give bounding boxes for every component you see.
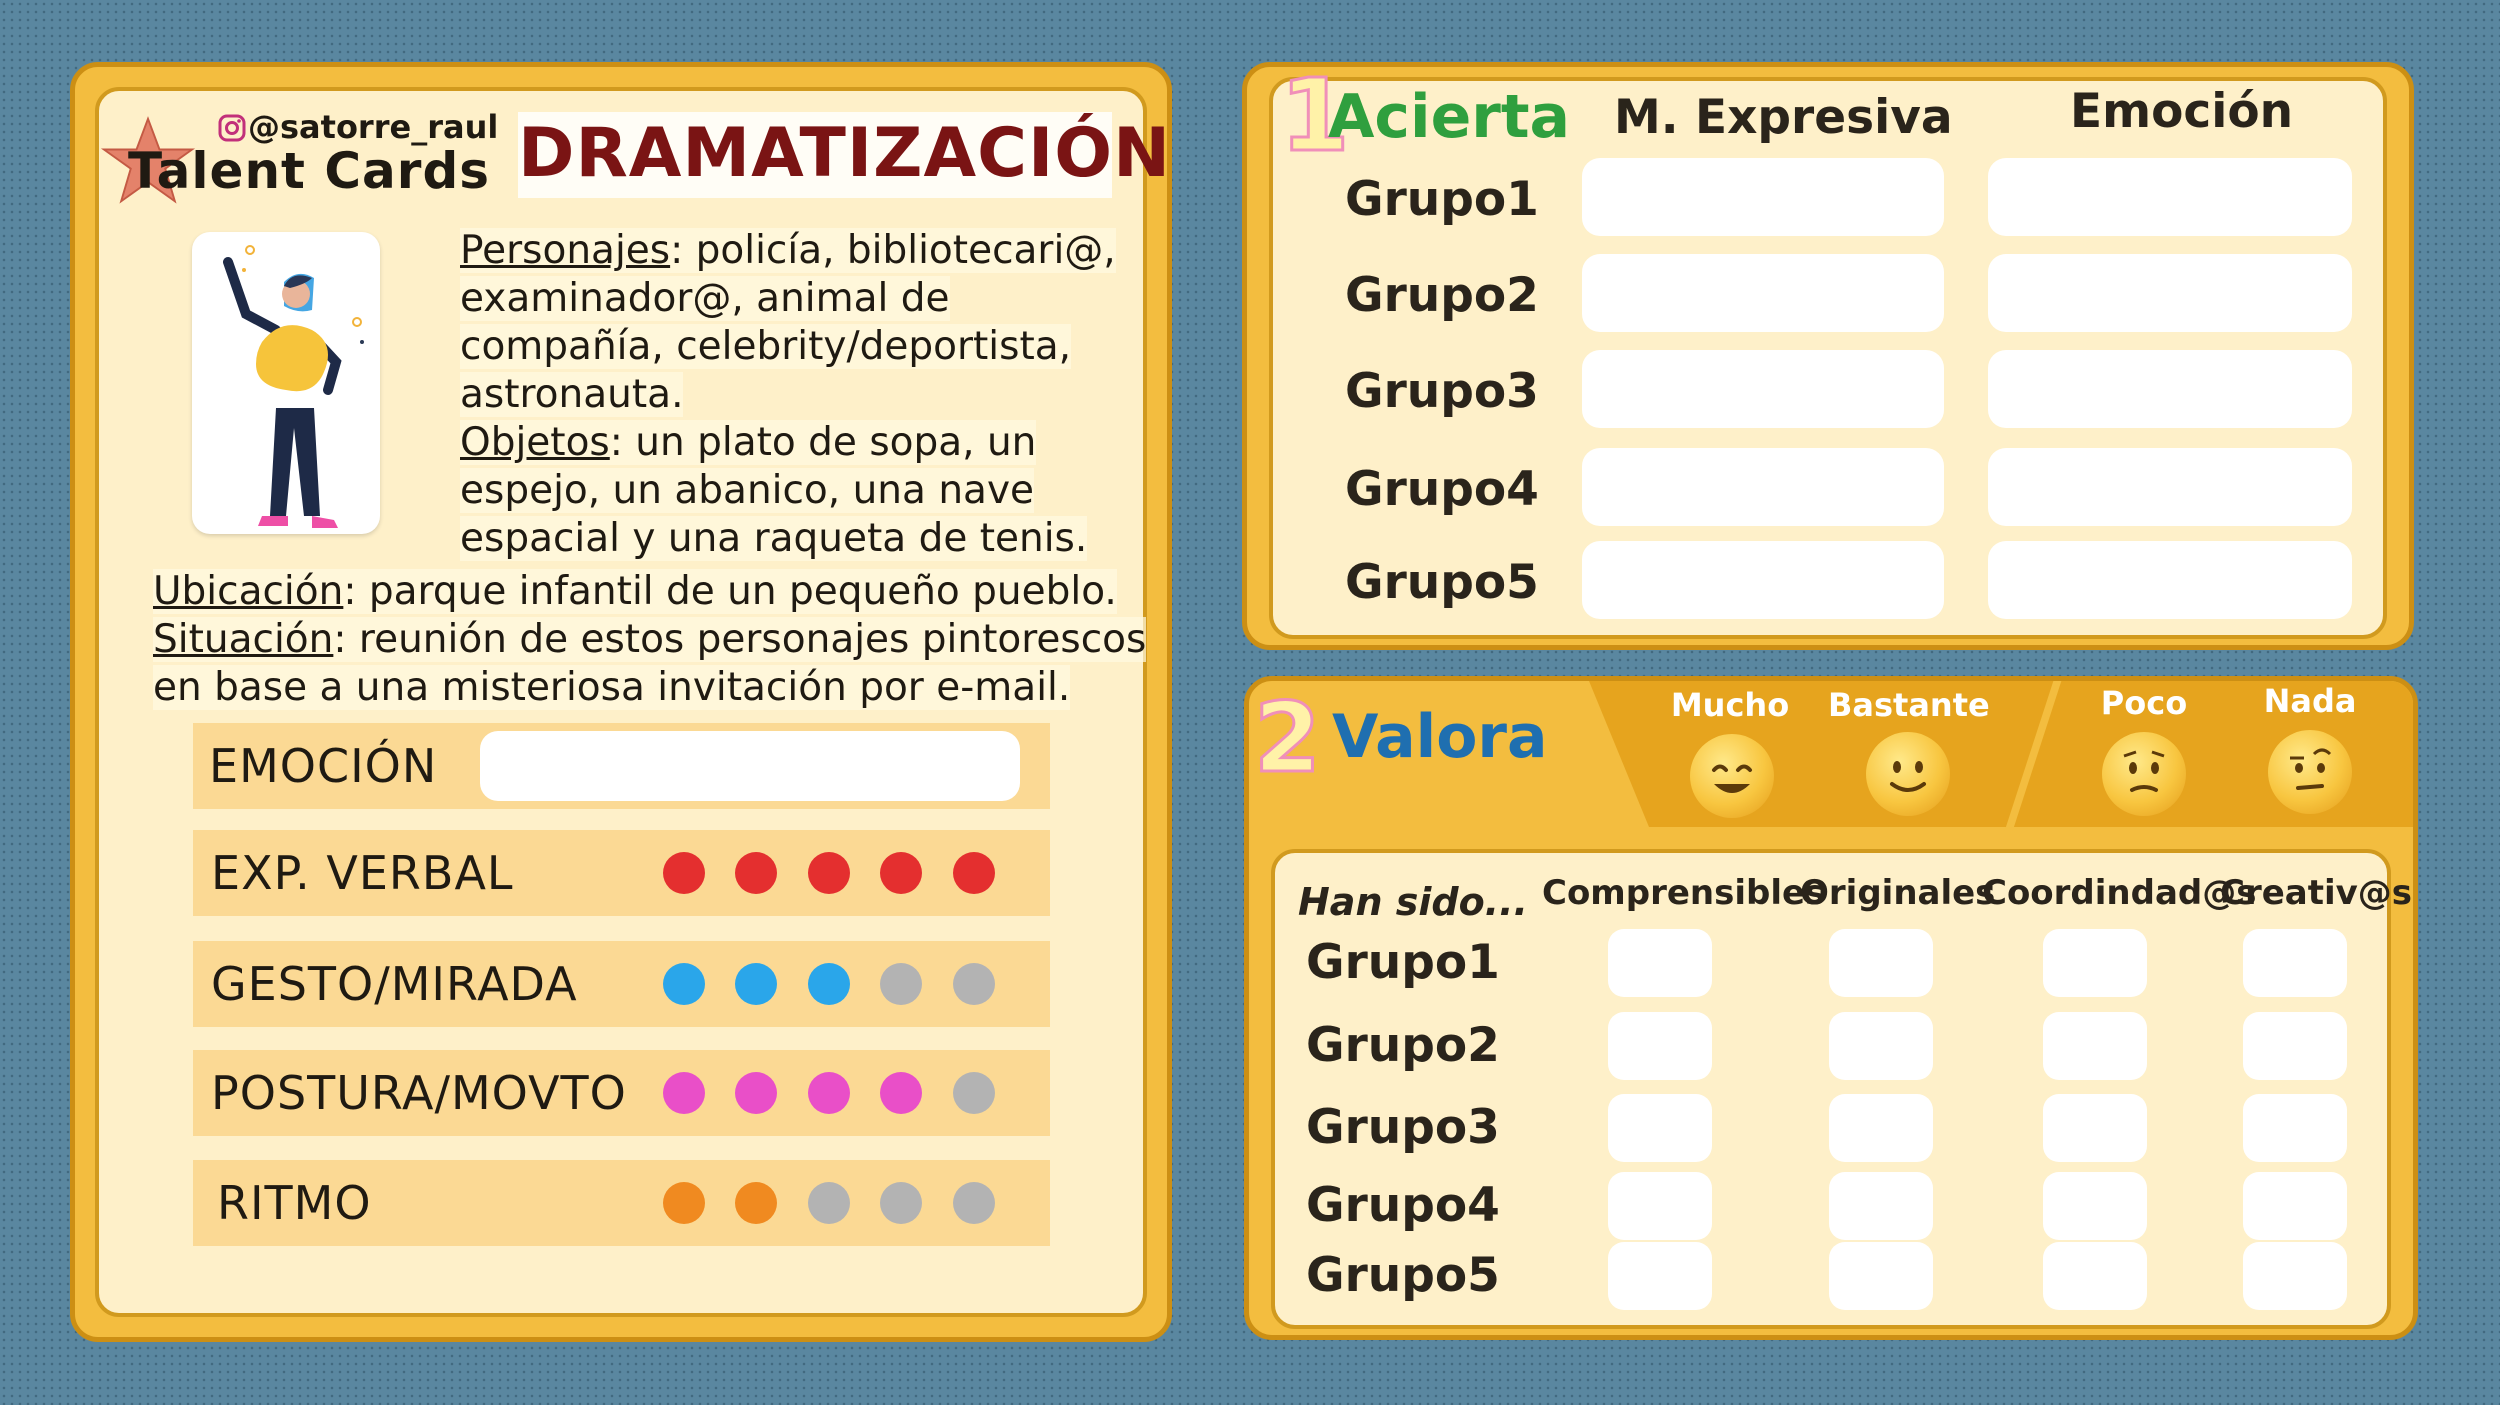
expresiva-answer-box[interactable] xyxy=(1582,448,1944,526)
rating-dot-filled[interactable] xyxy=(808,852,850,894)
rating-dot-empty[interactable] xyxy=(953,1072,995,1114)
emocion-input[interactable] xyxy=(480,731,1020,801)
instagram-icon xyxy=(218,114,246,142)
rating-dot-filled[interactable] xyxy=(663,852,705,894)
han-sido-label: Han sido... xyxy=(1298,880,1528,924)
personajes-text-3: compañía, celebrity/deportista, xyxy=(460,324,1072,369)
personajes-line-2 xyxy=(460,275,950,323)
character-illustration xyxy=(192,232,380,534)
acierta-group-label: Grupo5 xyxy=(1345,555,1539,610)
valora-group-label: Grupo2 xyxy=(1306,1018,1500,1073)
acierta-group-label: Grupo2 xyxy=(1345,268,1539,323)
objetos-text-2: espejo, un abanico, una nave xyxy=(460,468,1035,513)
score-box[interactable] xyxy=(1608,1172,1712,1240)
skill-row-exp-verbal xyxy=(193,830,1050,916)
acierta-col-emocion: Emoción xyxy=(2070,84,2294,139)
personajes-text-2: examinador@, animal de xyxy=(460,276,950,321)
rating-dot-filled[interactable] xyxy=(735,852,777,894)
valora-group-label: Grupo5 xyxy=(1306,1248,1500,1303)
scale-bastante: Bastante xyxy=(1828,686,1990,724)
score-box[interactable] xyxy=(1829,929,1933,997)
score-box[interactable] xyxy=(1829,1242,1933,1310)
skill-label: RITMO xyxy=(217,1176,372,1230)
valora-card xyxy=(1244,676,2418,1340)
situacion-line-2 xyxy=(153,664,1070,712)
rating-dot-empty[interactable] xyxy=(880,1182,922,1224)
objetos-line-3 xyxy=(460,515,1087,563)
score-box[interactable] xyxy=(2043,1094,2147,1162)
col-comprensibles: Comprensibles xyxy=(1542,873,1826,913)
acierta-col-expresiva: M. Expresiva xyxy=(1614,90,1953,145)
situacion-line-1 xyxy=(153,616,1146,664)
emocion-answer-box[interactable] xyxy=(1988,448,2352,526)
score-box[interactable] xyxy=(2043,1012,2147,1080)
objetos-line-1 xyxy=(460,419,1036,467)
happy-face-icon[interactable] xyxy=(1690,734,1774,818)
skill-row-ritmo xyxy=(193,1160,1050,1246)
emocion-answer-box[interactable] xyxy=(1988,541,2352,619)
skill-label: POSTURA/MOVTO xyxy=(211,1066,627,1120)
skill-label: EMOCIÓN xyxy=(209,739,438,793)
score-box[interactable] xyxy=(2243,1012,2347,1080)
step-number-1: 1 xyxy=(1280,57,1350,174)
expresiva-answer-box[interactable] xyxy=(1582,254,1944,332)
valora-group-label: Grupo4 xyxy=(1306,1178,1500,1233)
rating-dot-filled[interactable] xyxy=(735,963,777,1005)
skill-row-postura-movto xyxy=(193,1050,1050,1136)
situacion-label: Situación xyxy=(153,617,334,662)
col-originales: Originales xyxy=(1800,873,1996,913)
ubicacion-text: : parque infantil de un pequeño pueblo. xyxy=(343,569,1117,614)
col-creativos: Creativ@s xyxy=(2220,873,2413,913)
score-box[interactable] xyxy=(1608,1242,1712,1310)
score-box[interactable] xyxy=(1829,1172,1933,1240)
objetos-text-1: : un plato de sopa, un xyxy=(609,420,1037,465)
person-icon xyxy=(192,232,380,534)
scale-poco: Poco xyxy=(2100,684,2188,722)
skill-label: EXP. VERBAL xyxy=(211,846,514,900)
emocion-answer-box[interactable] xyxy=(1988,158,2352,236)
personajes-label: Personajes xyxy=(460,228,671,273)
card-title: DRAMATIZACIÓN xyxy=(518,114,1171,193)
skeptical-face-icon[interactable] xyxy=(2268,730,2352,814)
acierta-group-label: Grupo3 xyxy=(1345,364,1539,419)
score-box[interactable] xyxy=(1829,1012,1933,1080)
rating-dot-filled[interactable] xyxy=(663,1072,705,1114)
personajes-text-4: astronauta. xyxy=(460,372,684,417)
valora-group-label: Grupo1 xyxy=(1306,935,1500,990)
score-box[interactable] xyxy=(1608,1012,1712,1080)
rating-dot-empty[interactable] xyxy=(953,1182,995,1224)
valora-title: Valora xyxy=(1332,702,1548,772)
personajes-text-1: : policía, bibliotecari@, xyxy=(670,228,1116,273)
score-box[interactable] xyxy=(2043,1242,2147,1310)
brand-title: Talent Cards xyxy=(128,142,490,200)
expresiva-answer-box[interactable] xyxy=(1582,158,1944,236)
scale-mucho: Mucho xyxy=(1670,686,1790,724)
rating-dot-filled[interactable] xyxy=(663,963,705,1005)
score-box[interactable] xyxy=(2043,929,2147,997)
score-box[interactable] xyxy=(1608,929,1712,997)
ubicacion-label: Ubicación xyxy=(153,569,344,614)
personajes-line-4 xyxy=(460,371,683,419)
step-number-2: 2 xyxy=(1254,682,1321,794)
acierta-title: Acierta xyxy=(1328,82,1571,152)
score-box[interactable] xyxy=(2243,1094,2347,1162)
scale-nada: Nada xyxy=(2263,682,2357,720)
rating-dot-filled[interactable] xyxy=(735,1072,777,1114)
acierta-group-label: Grupo4 xyxy=(1345,462,1539,517)
rating-dot-filled[interactable] xyxy=(880,852,922,894)
objetos-text-3: espacial y una raqueta de tenis. xyxy=(460,516,1088,561)
skill-label: GESTO/MIRADA xyxy=(211,957,578,1011)
smiling-face-icon[interactable] xyxy=(1866,732,1950,816)
acierta-group-label: Grupo1 xyxy=(1345,172,1539,227)
emocion-answer-box[interactable] xyxy=(1988,350,2352,428)
score-box[interactable] xyxy=(2243,929,2347,997)
skill-row-gesto-mirada xyxy=(193,941,1050,1027)
score-box[interactable] xyxy=(2243,1242,2347,1310)
personajes-line-3 xyxy=(460,323,1071,371)
rating-dot-filled[interactable] xyxy=(663,1182,705,1224)
situacion-text-2: en base a una misteriosa invitación por e-mail. xyxy=(153,665,1071,710)
personajes-line-1 xyxy=(460,227,1116,275)
expresiva-answer-box[interactable] xyxy=(1582,541,1944,619)
rating-dot-filled[interactable] xyxy=(808,1072,850,1114)
expresiva-answer-box[interactable] xyxy=(1582,350,1944,428)
confused-face-icon[interactable] xyxy=(2102,732,2186,816)
rating-dot-empty[interactable] xyxy=(808,1182,850,1224)
skill-row-emocion xyxy=(193,723,1050,809)
rating-dot-filled[interactable] xyxy=(808,963,850,1005)
score-box[interactable] xyxy=(2043,1172,2147,1240)
col-coordinados: Coordindad@s xyxy=(1982,873,2257,913)
rating-dot-filled[interactable] xyxy=(735,1182,777,1224)
rating-dot-filled[interactable] xyxy=(880,1072,922,1114)
rating-dot-filled[interactable] xyxy=(953,852,995,894)
objetos-line-2 xyxy=(460,467,1034,515)
rating-dot-empty[interactable] xyxy=(880,963,922,1005)
objetos-label: Objetos xyxy=(460,420,610,465)
score-box[interactable] xyxy=(1608,1094,1712,1162)
score-box[interactable] xyxy=(2243,1172,2347,1240)
valora-group-label: Grupo3 xyxy=(1306,1100,1500,1155)
rating-dot-empty[interactable] xyxy=(953,963,995,1005)
emocion-answer-box[interactable] xyxy=(1988,254,2352,332)
score-box[interactable] xyxy=(1829,1094,1933,1162)
ubicacion-line xyxy=(153,568,1117,616)
author-handle: @satorre_raul xyxy=(248,108,499,146)
situacion-text-1: : reunión de estos personajes pintorescos xyxy=(333,617,1147,662)
